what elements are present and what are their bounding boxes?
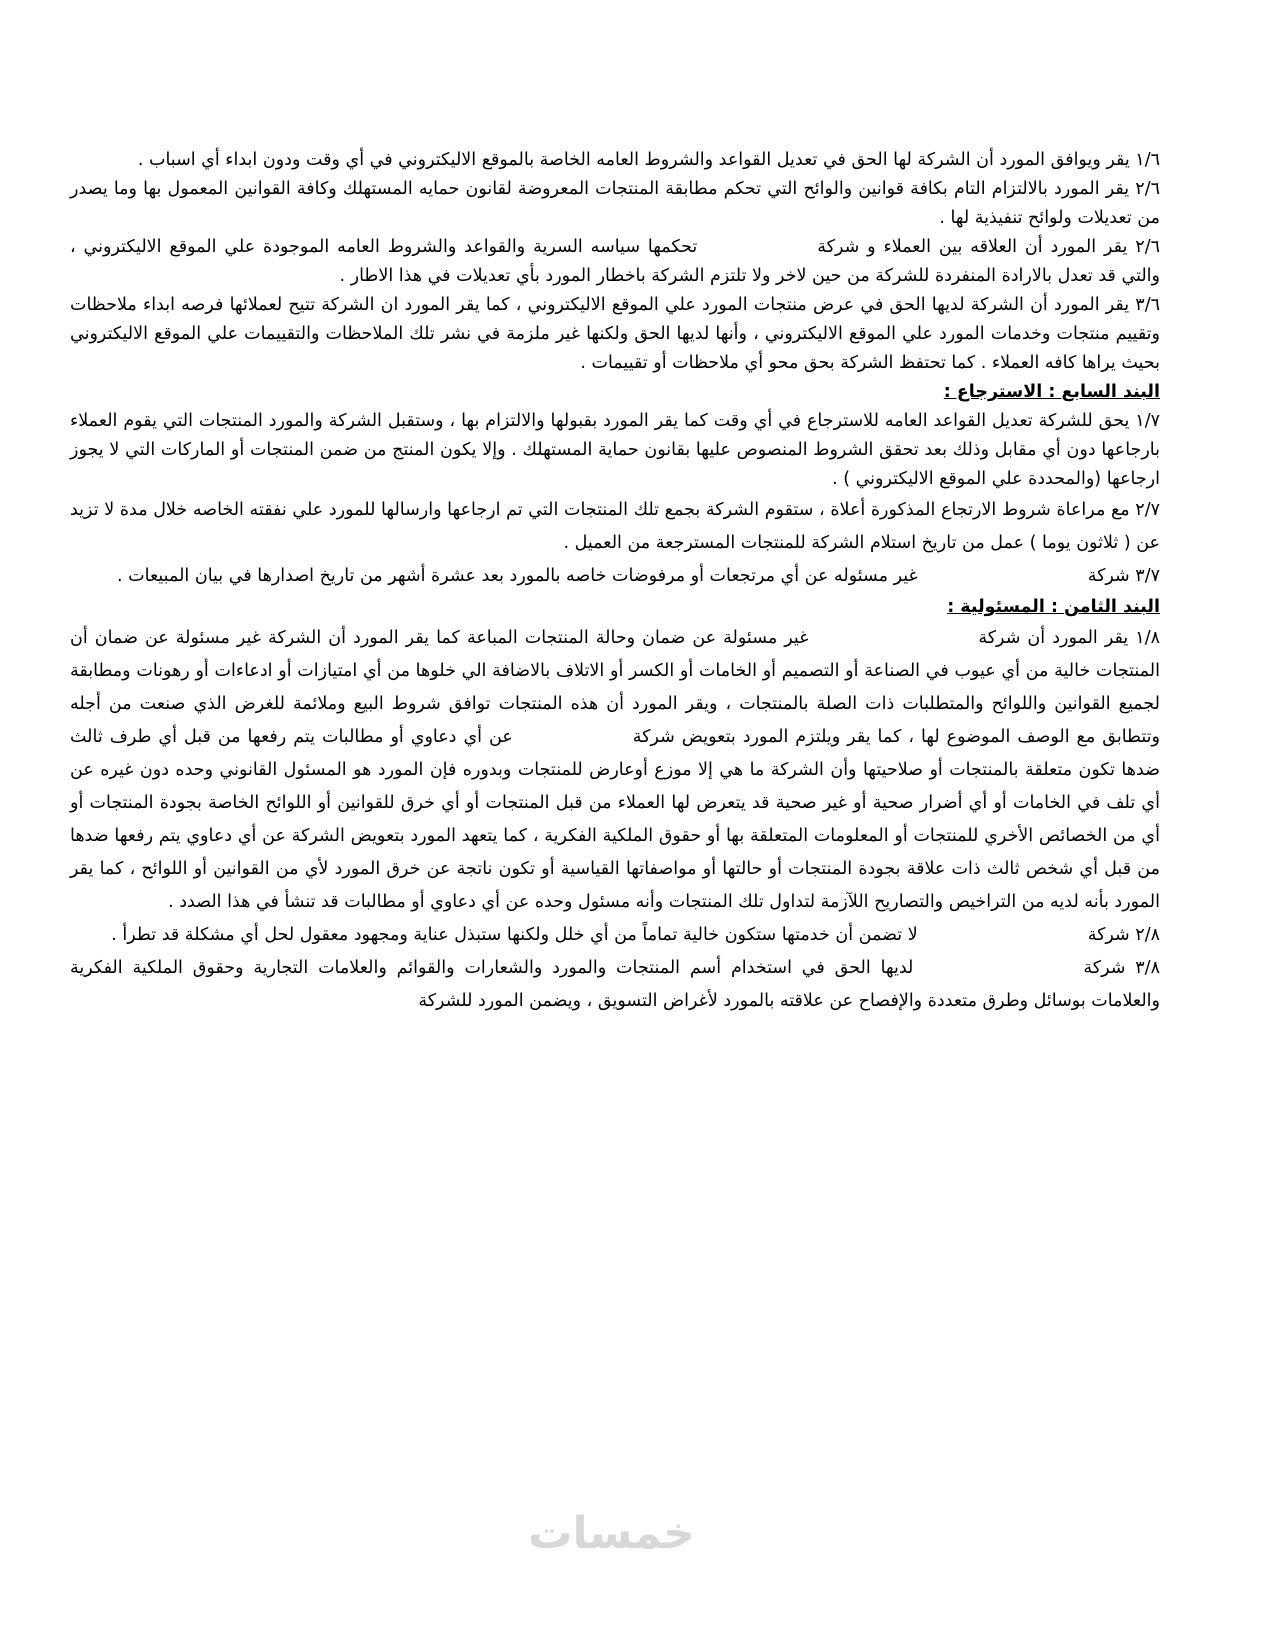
clause-8-3-lead: ٣/٨ شركة (1083, 958, 1160, 978)
section-7-separator: : (1042, 382, 1062, 402)
clause-8-1 (70, 622, 1160, 919)
clause-8-1-text-cont: عن أي دعاوي أو مطالبات يتم رفعها من قبل أي طرف ثالث ضدها تكون متعلقة بالمنتجات أو صلاحيتها وأن الشركة ما هي إلا موزع أوعارض للمنتجات وبدوره فإن المورد هو المسئول القانوني وحده دون غيره عن أي تلف في الخامات أو أي أضرار صحية أو غير صحية قد يتعرض لها العملاء من قبل المنتجات أو أي خرق للقوانين أو اللوائح الخاصة بجودة المنتجات أو أي من الخصائص الأخري للمنتجات أو المعلومات المتعلقة بها أو حقوق الملكية الفكرية ، كما يتعهد المورد بتعويض الشركة عن أي دعاوي يتم رفعها ضدها من قبل أي شخص ثالث ذات علاقة بجودة المنتجات أو حالتها أو مواصفاتها القياسية أو تكون ناتجة عن خرق المورد لأي من القوانين أو اللوائح ، كما يقر المورد بأنه لديه من التراخيص والتصاريح اللآزمة لتداول تلك المنتجات وأنه مسئول وحده عن أي دعاوي أو مطالبات قد تنشأ في هذا الصدد . (70, 727, 1160, 912)
clause-8-1-lead: ١/٨ يقر المورد أن شركة (978, 628, 1160, 648)
clause-7-3-lead: ٣/٧ شركة (1087, 566, 1160, 586)
clause-7-2 (70, 494, 1160, 560)
clause-6-3-text: ٣/٦ يقر المورد أن الشركة لديها الحق في عرض منتجات المورد علي الموقع الاليكتروني ، كما يقر المورد ان الشركة تتيح لعملائها فرصه ابداء ملاحظات وتقييم منتجات وخدمات المورد علي الموقع الاليكتروني ، وأنها لديها الحق ولكنها غير ملزمة في نشر تلك الملاحظات والتقييمات علي الموقع الاليكتروني بحيث يراها كافه العملاء . كما تحتفظ الشركة بحق محو أي ملاحظات أو تقييمات . (70, 295, 1160, 373)
clause-8-3-text: لديها الحق في استخدام أسم المنتجات والمورد والشعارات والقوائم والعلامات التجارية وحقوق الملكية الفكرية والعلامات بوسائل وطرق متعددة والإفصاح عن علاقته بالمورد لأغراض التسويق ، ويضمن المورد للشركة (70, 958, 1160, 1011)
clause-6-1-text: ١/٦ يقر ويوافق المورد أن الشركة لها الحق في تعديل القواعد والشروط العامه الخاصة بالموقع الاليكتروني في أي وقت ودون ابداء أي اسباب . (137, 150, 1160, 170)
clause-7-1-text: ١/٧ يحق للشركة تعديل القواعد العامه للاسترجاع في أي وقت كما يقر المورد بقبولها والالتزام بها ، وستقبل الشركة والمورد المنتجات التي يقوم العملاء بارجاعها دون أي مقابل وذلك بعد تحقق الشروط المنصوص عليها بقانون حماية المستهلك . وإلا يكون المنتج من ضمن المنتجات أو الماركات التي لا يجوز ارجاعها (والمحددة علي الموقع الاليكتروني ) . (70, 411, 1160, 489)
clause-6-2b (70, 233, 1160, 291)
clause-6-2b-text: تحكمها سياسه السرية والقواعد والشروط العامه الموجودة علي الموقع الاليكتروني ، والتي قد تعدل بالارادة المنفردة للشركة من حين لاخر ولا تلتزم الشركة باخطار المورد بأي تعديلات في هذا الاطار . (70, 237, 1160, 286)
section-7-label: البند السابع (1061, 382, 1160, 402)
clause-8-2 (70, 919, 1160, 952)
clause-6-2 (70, 175, 1160, 233)
clause-8-2-lead: ٢/٨ شركة (1087, 925, 1160, 945)
clause-8-1-text: غير مسئولة عن ضمان وحالة المنتجات المباعة كما يقر المورد أن الشركة غير مسئولة عن ضمان أن المنتجات خالية من أي عيوب في الصناعة أو التصميم أو الخامات أو الكسر أو الاتلاف بالاضافة الي خلوها من أي امتيازات أو ادعاءات أو رهونات ومطابقة لجميع القوانين واللوائح والمتطلبات ذات الصلة بالمنتجات ، ويقر المورد أن هذه المنتجات توافق شروط البيع وملائمة للغرض الذي صنعت من أجله وتتطابق مع الوصف الموضوع لها ، كما يقر ويلتزم المورد بتعويض شركة (70, 628, 1160, 747)
section-8-heading (70, 593, 1160, 622)
clause-7-3-text: غير مسئوله عن أي مرتجعات أو مرفوضات خاصه بالمورد بعد عشرة أشهر من تاريخ اصدارها في بيان المبيعات . (117, 566, 918, 586)
section-7-heading (70, 378, 1160, 407)
section-8-separator: : (1044, 597, 1065, 617)
clause-6-1 (70, 146, 1160, 175)
section-7-title: الاسترجاع : (943, 382, 1043, 402)
document-body (70, 146, 1160, 1018)
watermark-logo: خمسات (528, 1508, 695, 1559)
clause-6-3 (70, 291, 1160, 378)
clause-7-1 (70, 407, 1160, 494)
clause-8-2-text: لا تضمن أن خدمتها ستكون خالية تماماً من أي خلل ولكنها ستبذل عناية ومجهود معقول لحل أي مشكلة قد تطرأ . (111, 925, 918, 945)
clause-7-3 (70, 560, 1160, 593)
clause-7-2-text: ٢/٧ مع مراعاة شروط الارتجاع المذكورة أعلاة ، ستقوم الشركة بجمع تلك المنتجات التي تم ارجاعها وارسالها للمورد علي نفقته الخاصه خلال مدة لا تزيد عن ( ثلاثون يوما ) عمل من تاريخ استلام الشركة للمنتجات المسترجعة من العميل . (70, 500, 1160, 553)
clause-6-2b-lead: ٢/٦ يقر المورد أن العلاقه بين العملاء و شركة (817, 237, 1160, 257)
section-8-label: البند الثامن (1064, 597, 1160, 617)
clause-6-2-text: ٢/٦ يقر المورد بالالتزام التام بكافة قوانين والوائح التي تحكم مطابقة المنتجات المعروضة لقانون حمايه المستهلك وكافة القوانين المعمول بها وما يصدر من تعديلات ولوائح تنفيذية لها . (70, 179, 1160, 228)
clause-8-3 (70, 952, 1160, 1018)
section-8-title: المسئولية : (947, 597, 1045, 617)
